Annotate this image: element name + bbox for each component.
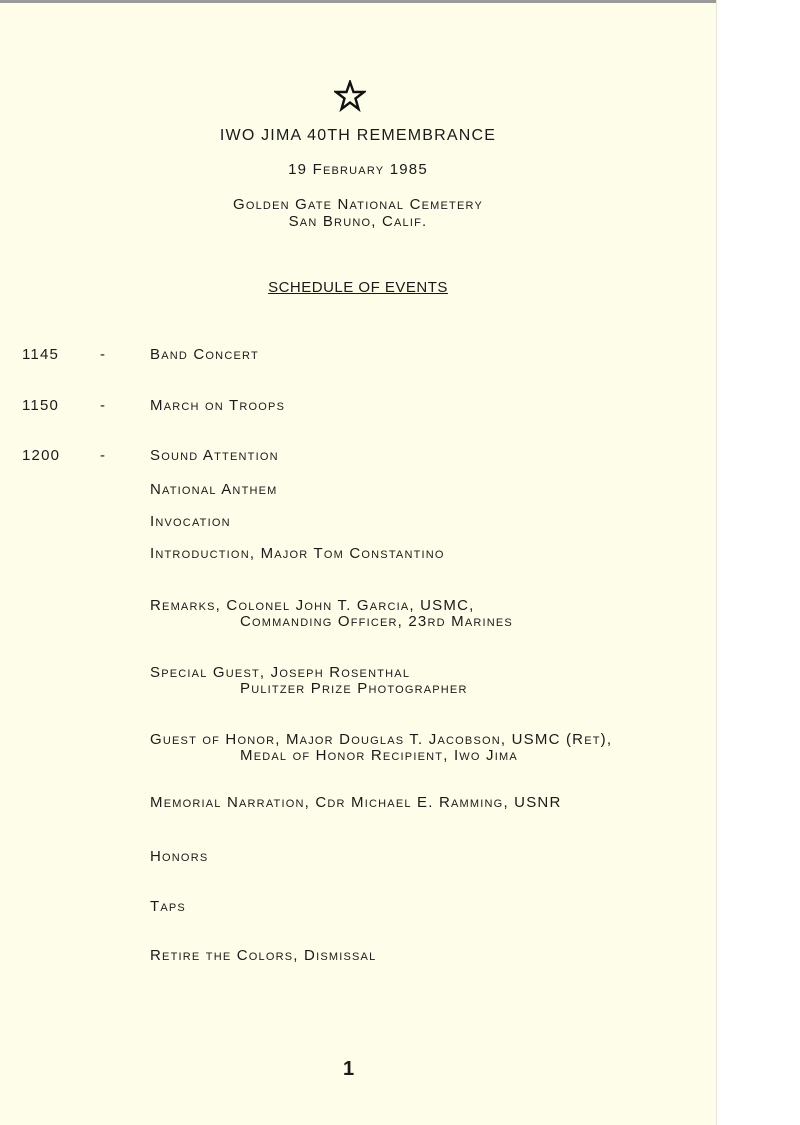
schedule-item: [150, 598, 513, 630]
schedule-time: 1150: [22, 397, 60, 414]
page-number: 1: [343, 1058, 355, 1080]
schedule-item-line: Medal of Honor Recipient, Iwo Jima: [240, 747, 518, 764]
schedule-time: 1145: [22, 346, 60, 363]
schedule-item: Honors: [150, 848, 209, 865]
document-title: IWO JIMA 40TH REMEMBRANCE: [219, 127, 497, 144]
schedule-item: [150, 665, 468, 697]
schedule-item: Sound Attention: [150, 447, 279, 464]
schedule-item: Band Concert: [150, 346, 259, 363]
schedule-item-line: Special Guest, Joseph Rosenthal: [150, 664, 411, 681]
location-line-2: San Bruno, Calif.: [288, 213, 428, 230]
location-line-1: Golden Gate National Cemetery: [232, 196, 483, 213]
schedule-item-line: Remarks, Colonel John T. Garcia, USMC,: [150, 597, 475, 614]
schedule-item-line: Pulitzer Prize Photographer: [240, 680, 468, 697]
section-title: SCHEDULE OF EVENTS: [268, 279, 448, 296]
schedule-item: Introduction, Major Tom Constantino: [150, 545, 445, 562]
schedule-item-line: Guest of Honor, Major Douglas T. Jacobson, USMC (Ret),: [150, 731, 613, 748]
schedule-item: National Anthem: [150, 481, 278, 498]
schedule-dash: -: [100, 447, 107, 464]
schedule-item: Taps: [150, 898, 186, 915]
star-icon: [334, 80, 366, 112]
schedule-item: Retire the Colors, Dismissal: [150, 947, 377, 964]
scan-edge: [0, 0, 716, 3]
schedule-item: Memorial Narration, Cdr Michael E. Ramming, USNR: [150, 794, 562, 811]
schedule-dash: -: [100, 346, 107, 363]
schedule-dash: -: [100, 397, 107, 414]
schedule-item-line: Commanding Officer, 23rd Marines: [240, 613, 513, 630]
schedule-item: March on Troops: [150, 397, 286, 414]
schedule-time: 1200: [22, 447, 61, 464]
schedule-item: Invocation: [150, 513, 231, 530]
schedule-item: [150, 732, 612, 764]
event-date: 19 February 1985: [288, 161, 428, 178]
